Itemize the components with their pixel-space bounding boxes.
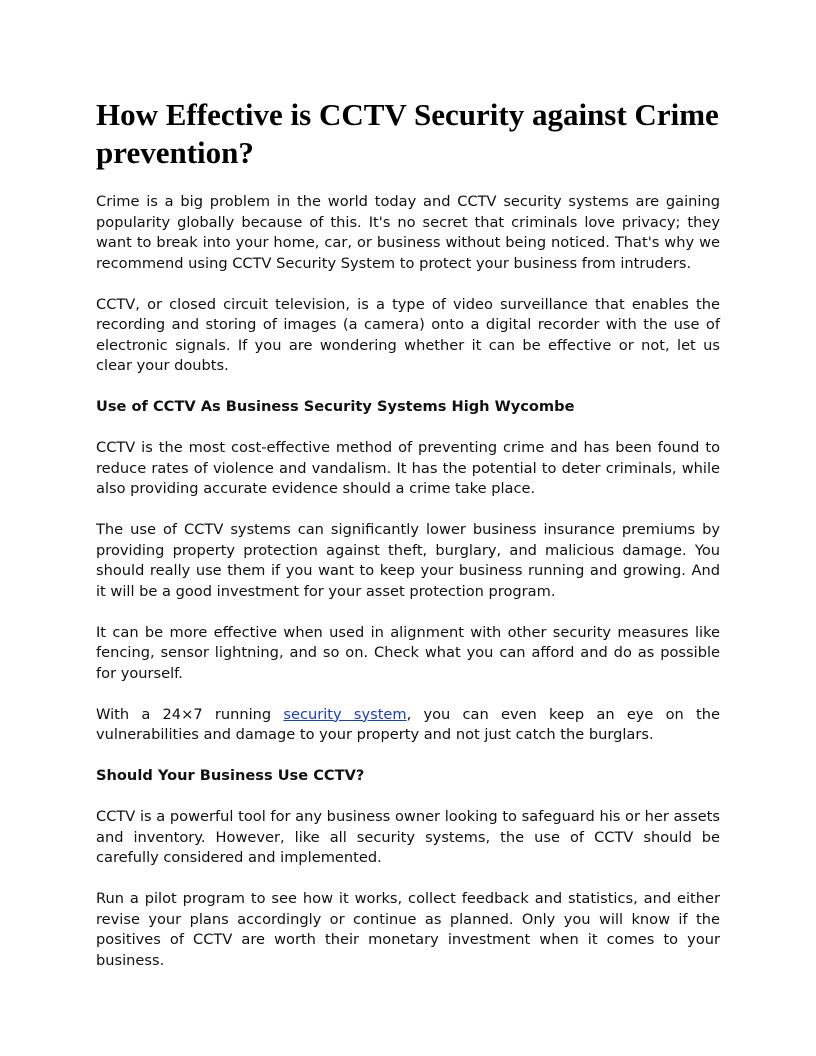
intro-paragraph: Crime is a big problem in the world today and CCTV security systems are gaining popularity globally because of this. It's no secret that criminals love privacy; they want to break into your home, car, or business without being noticed. That's why we recommend using CCTV Security System to protect your business from intruders.	[96, 193, 720, 272]
powerful-tool-paragraph: CCTV is a powerful tool for any business owner looking to safeguard his or her assets and inventory. However, like all security systems, the use of CCTV should be carefully considered and implemented.	[96, 808, 720, 866]
pilot-program-paragraph: Run a pilot program to see how it works, collect feedback and statistics, and either revise your plans accordingly or continue as planned. Only you will know if the positives of CCTV are worth their monetary investment when it comes to your business.	[96, 890, 720, 969]
page-title: How Effective is CCTV Security against Crime prevention?	[96, 97, 719, 170]
insurance-paragraph: The use of CCTV systems can significantly lower business insurance premiums by providing property protection against theft, burglary, and malicious damage. You should really use them if you want to keep your business running and growing. And it will be a good investment for your asset protection program.	[96, 521, 720, 600]
alignment-paragraph: It can be more effective when used in alignment with other security measures like fencing, sensor lightning, and so on. Check what you can afford and do as possible for yourself.	[96, 623, 720, 682]
section-heading-business-use: Use of CCTV As Business Security Systems High Wycombe	[96, 398, 575, 415]
section-heading-should-use: Should Your Business Use CCTV?	[96, 767, 365, 784]
monitoring-text-before: With a 24×7 running	[96, 705, 284, 723]
cost-effective-paragraph: CCTV is the most cost-effective method of preventing crime and has been found to reduce rates of violence and vandalism. It has the potential to deter criminals, while also providing accurate evidence should a crime take place.	[96, 439, 720, 497]
monitoring-text-after: , you can even keep an eye on the vulnerabilities and damage to your property and not just catch the burglars.	[96, 705, 720, 743]
monitoring-paragraph	[96, 705, 720, 746]
cctv-definition-paragraph: CCTV, or closed circuit television, is a type of video surveillance that enables the recording and storing of images (a camera) onto a digital recorder with the use of electronic signals. If you are wondering whether it can be effective or not, let us clear your doubts.	[96, 295, 720, 374]
document-page	[96, 96, 720, 992]
security-system-link[interactable]: security system	[283, 705, 407, 723]
